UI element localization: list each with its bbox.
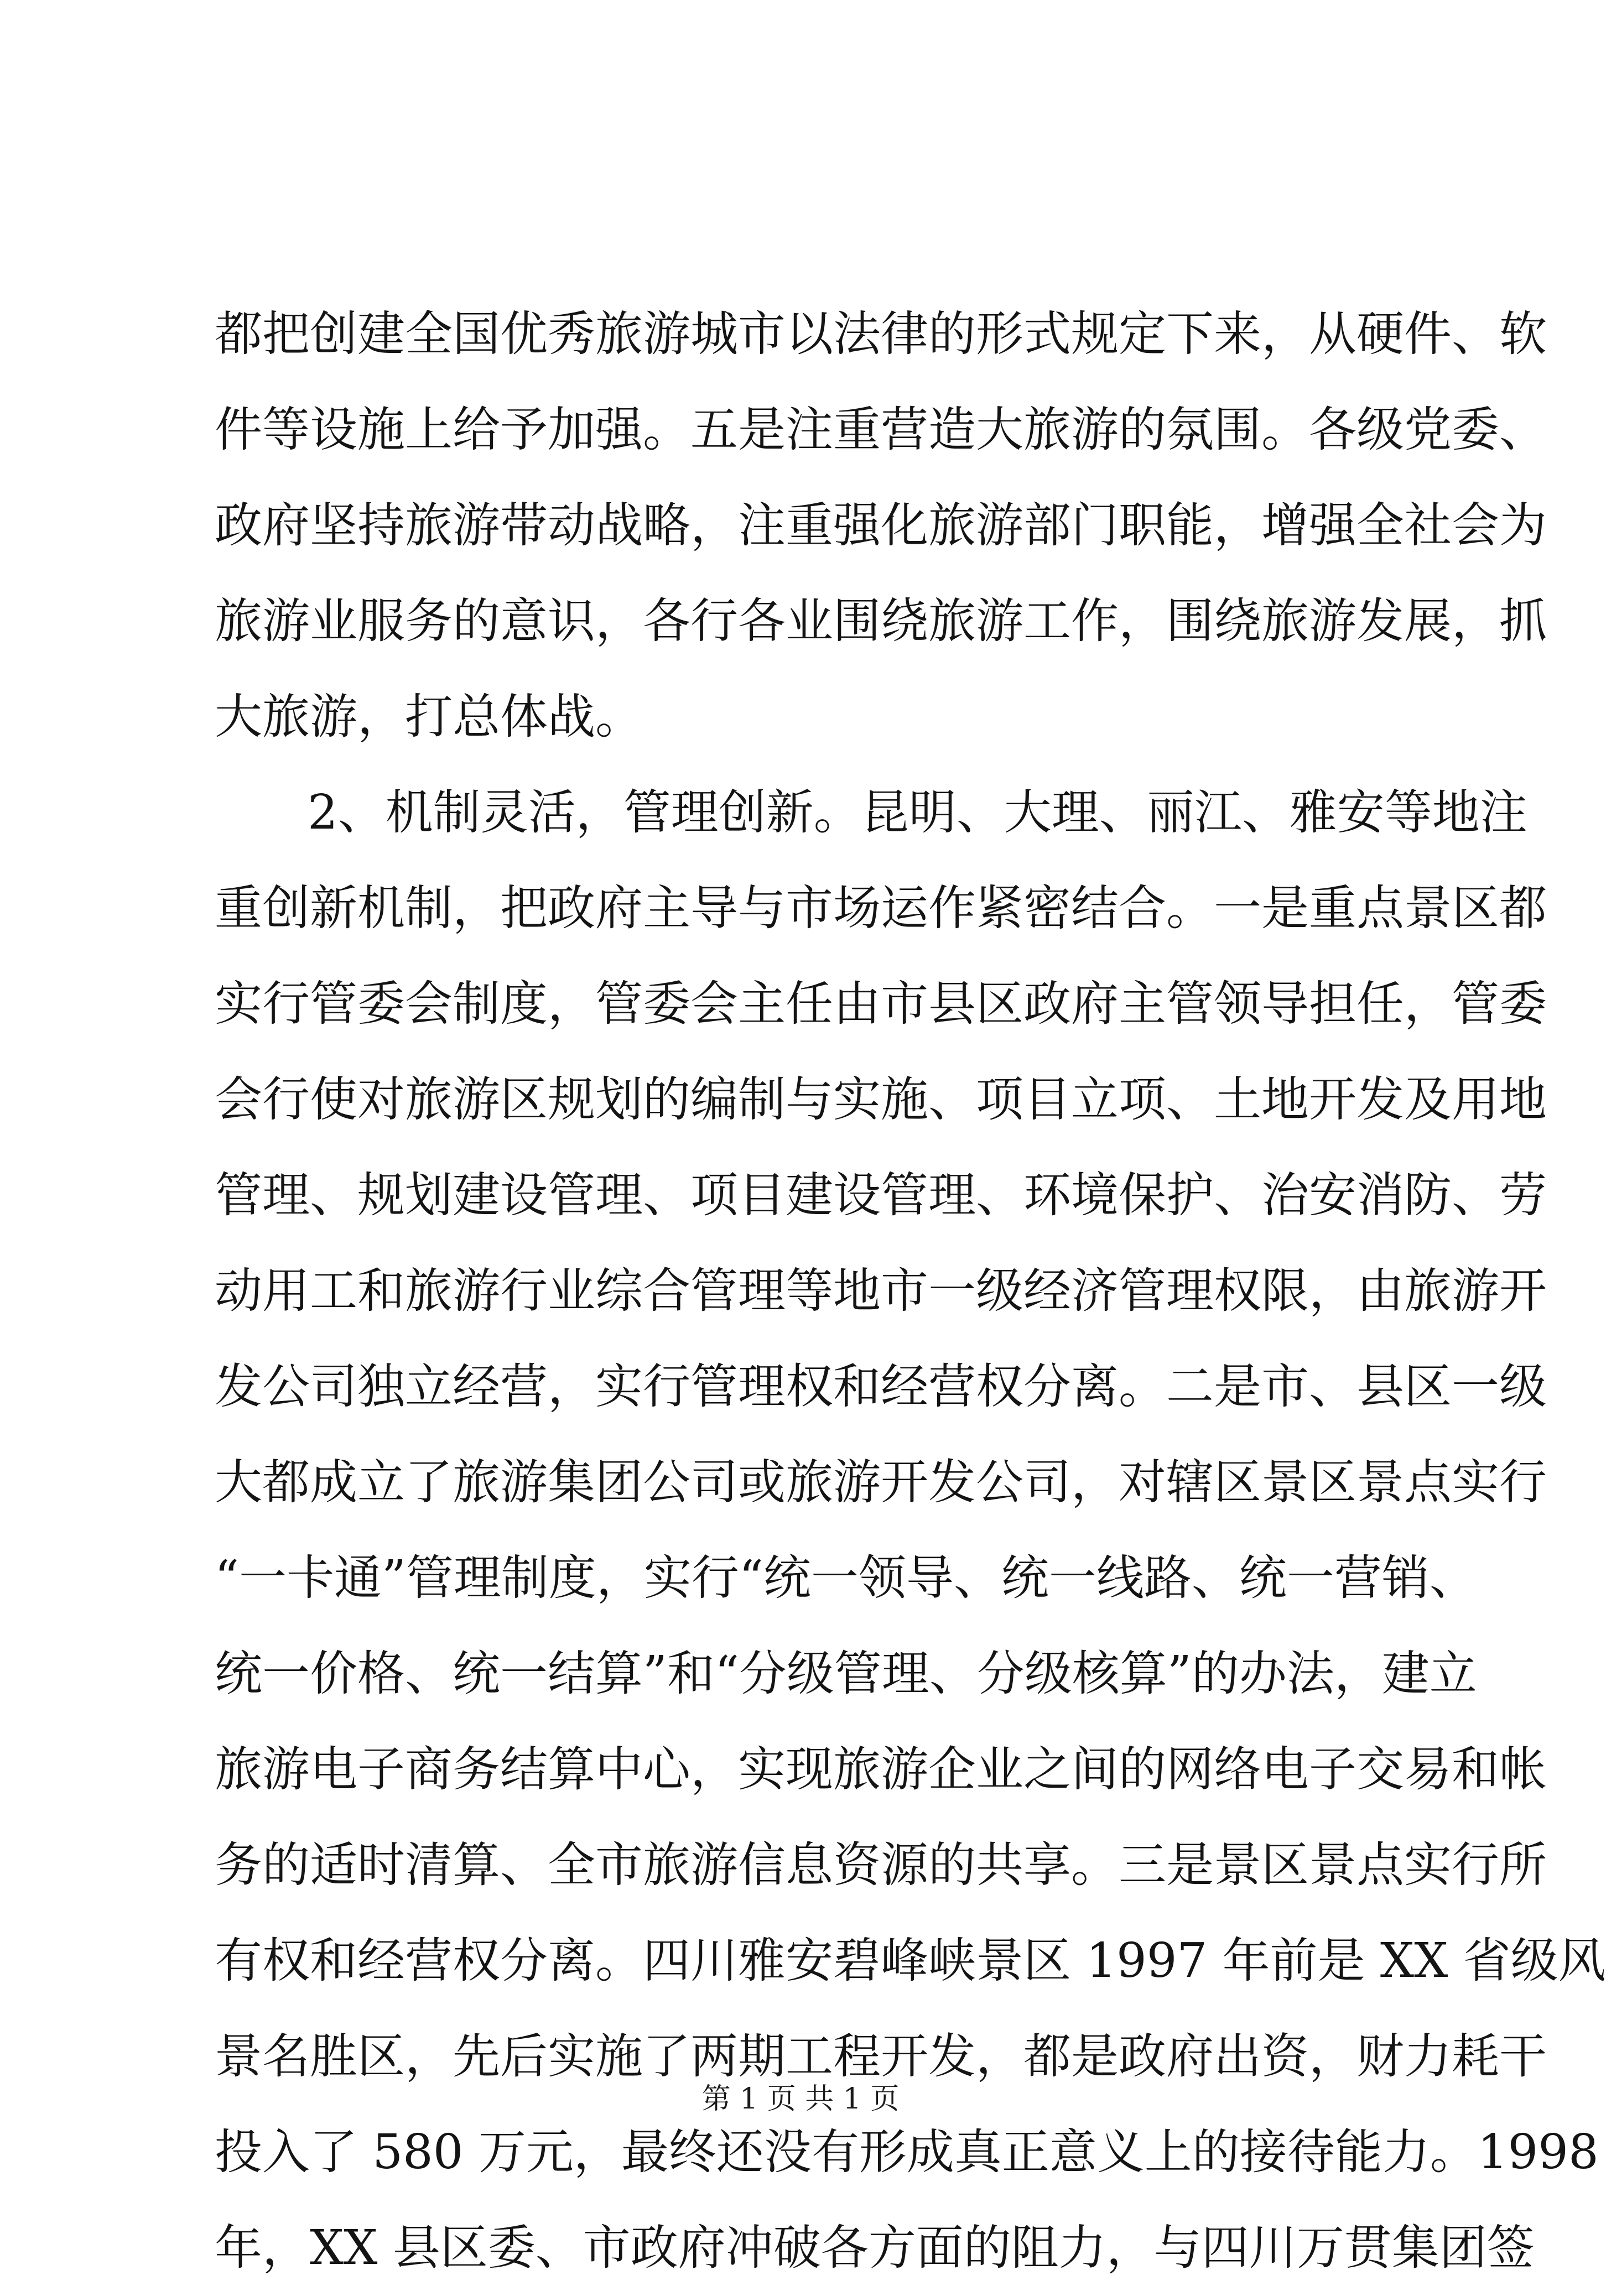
text-line: 都把创建全国优秀旅游城市以法律的形式规定下来，从硬件、软 (215, 306, 1547, 362)
text-line: 有权和经营权分离。四川雅安碧峰峡景区 1997 年前是 XX 省级风 (215, 1933, 1606, 1988)
text-line: 动用工和旅游行业综合管理等地市一级经济管理权限，由旅游开 (215, 1263, 1547, 1319)
page-footer (0, 2077, 1601, 2121)
text-line: 2、机制灵活，管理创新。昆明、大理、丽江、雅安等地注 (308, 785, 1527, 840)
text-line: 大旅游，打总体战。 (215, 689, 643, 744)
text-line: 年，XX 县区委、市政府冲破各方面的阻力，与四川万贯集团签 (215, 2220, 1535, 2276)
text-line: 大都成立了旅游集团公司或旅游开发公司，对辖区景区景点实行 (215, 1455, 1547, 1510)
text-line: 旅游电子商务结算中心，实现旅游企业之间的网络电子交易和帐 (215, 1742, 1547, 1797)
text-line: 件等设施上给予加强。五是注重营造大旅游的氛围。各级党委、 (215, 402, 1547, 457)
text-line: 管理、规划建设管理、项目建设管理、环境保护、治安消防、劳 (215, 1168, 1547, 1223)
page-number-label: 第 1 页 共 1 页 (701, 2082, 900, 2116)
text-line: 重创新机制，把政府主导与市场运作紧密结合。一是重点景区都 (215, 881, 1547, 936)
text-line: 务的适时清算、全市旅游信息资源的共享。三是景区景点实行所 (215, 1837, 1547, 1893)
text-line: 政府坚持旅游带动战略，注重强化旅游部门职能，增强全社会为 (215, 498, 1547, 553)
text-line: 统一价格、统一结算”和“分级管理、分级核算”的办法，建立 (215, 1646, 1477, 1701)
text-line: 实行管委会制度，管委会主任由市县区政府主管领导担任，管委 (215, 976, 1547, 1032)
document-body (215, 287, 1606, 2296)
text-line: 发公司独立经营，实行管理权和经营权分离。二是市、县区一级 (215, 1359, 1547, 1414)
text-line: 会行使对旅游区规划的编制与实施、项目立项、土地开发及用地 (215, 1072, 1547, 1127)
text-line: 旅游业服务的意识，各行各业围绕旅游工作，围绕旅游发展，抓 (215, 593, 1547, 649)
text-line: 投入了 580 万元，最终还没有形成真正意义上的接待能力。1998 (215, 2125, 1599, 2180)
text-line: “一卡通”管理制度，实行“统一领导、统一线路、统一营销、 (215, 1550, 1477, 1606)
text-line: 景名胜区，先后实施了两期工程开发，都是政府出资，财力耗干 (215, 2029, 1547, 2084)
